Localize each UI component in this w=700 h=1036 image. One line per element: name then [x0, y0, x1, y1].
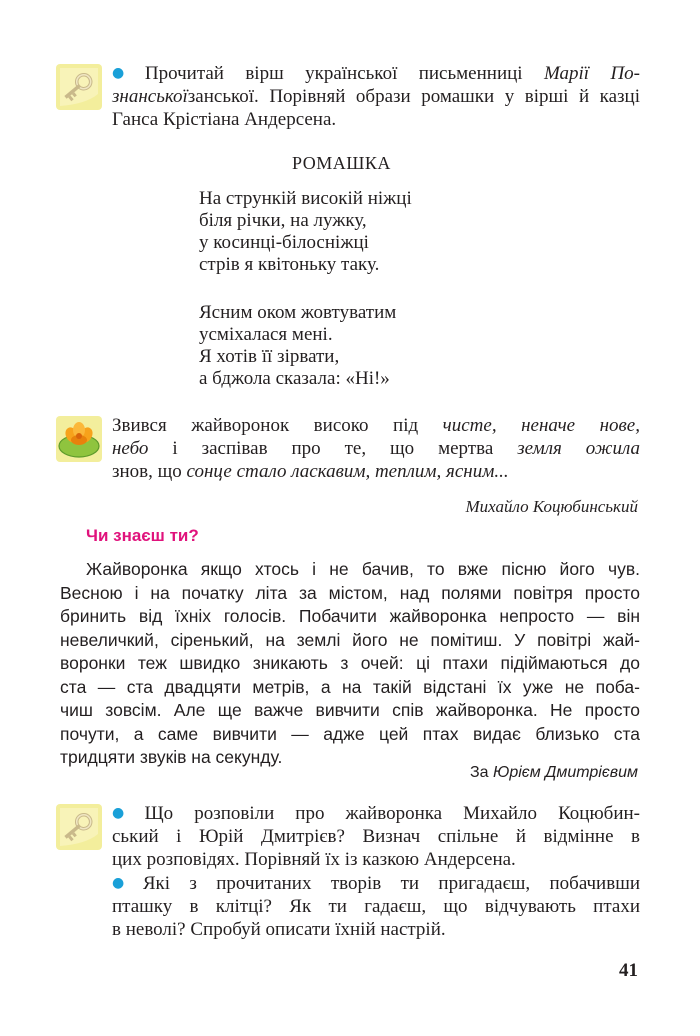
bullet-icon: ● [112, 805, 141, 821]
intro-paragraph: ● Прочитай вірш української письменниці Марії По- знанськоїзанської. Порівняй образи ромашки у вірші й казці Ганса Крістіана Андерсена. [112, 63, 640, 130]
flower-icon [56, 416, 102, 462]
key-icon [56, 804, 102, 850]
page-number: 41 [619, 960, 638, 981]
bullet-icon: ● [112, 65, 141, 81]
quote-paragraph: Звився жайворонок високо під чисте, неначе нове, небо і заспівав про те, що мертва земля ожила знов, що сонце стало ласкавим, теплим, ясним... [112, 415, 640, 482]
did-you-know-title: Чи знаєш ти? [86, 526, 199, 545]
tasks-question-1: ● Що розповіли про жайворонка Михайло Коцюбин- ський і Юрій Дмитрієв? Визнач спільне й відмінне в цих розповідях. Порівняй їх із казкою Андерсена. [112, 803, 640, 870]
poem-stanza-2: Ясним оком жовтуватим усміхалася мені. Я хотів її зірвати, а бджола сказала: «Ні!» [199, 302, 397, 389]
did-you-know-source: За Юрієм Дмитрієвим [469, 764, 638, 781]
poem-title: РОМАШКА [292, 153, 391, 173]
key-icon [56, 64, 102, 110]
poem-stanza-1: На стрункій високій ніжці біля річки, на лужку, у косинці-білосніжці стрів я квітоньку таку. [199, 188, 412, 275]
quote-author: Михайло Коцюбинський [465, 497, 638, 516]
tasks-question-2: ● Які з прочитаних творів ти пригадаєш, побачивши пташку в клітці? Як ти гадаєш, що відчувають птахи в неволі? Спробуй описати їхній настрій. [112, 873, 640, 940]
bullet-icon: ● [112, 875, 139, 891]
did-you-know-text: Жайворонка якщо хтось і не бачив, то вже пісню його чув. Весною і на початку літа за містом, над полями повітря просто бринить від їхніх голосів. Побачити жайворонка непросто — він невеличкий, сіренький, на землі його не помітиш. У повітрі жай- воронки теж швидко зникають з очей: ці птахи підіймаються до ста — ста двадцяти метрів, а на такій відстані їх уже не поба- чиш зовсім. Але ще важче вивчити спів жайворонка. Не просто почути, а саме вивчити — адже цей птах видає близько ста тридцяти звуків на секунду. [60, 559, 640, 767]
